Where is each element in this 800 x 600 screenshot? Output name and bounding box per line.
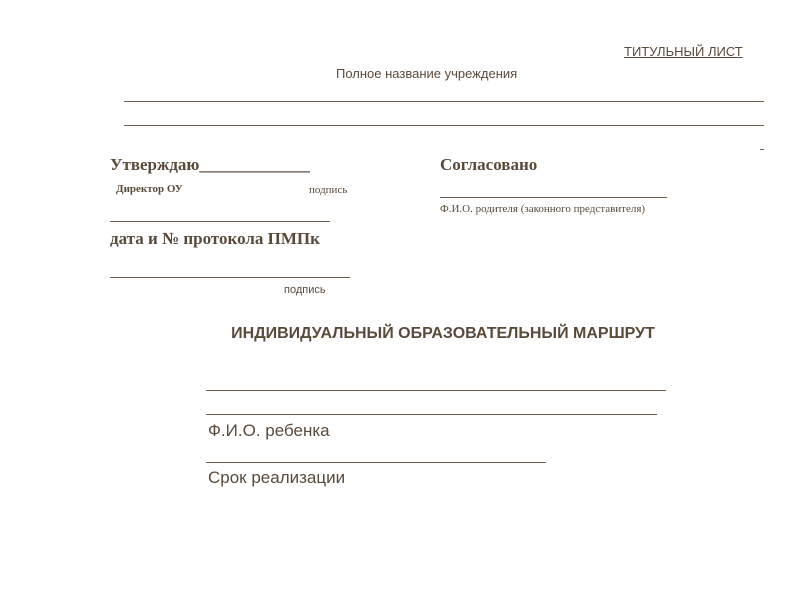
parent-signature-line	[440, 197, 667, 198]
agreed-label: Согласовано	[440, 155, 538, 174]
director-label: Директор ОУ	[116, 183, 183, 195]
protocol-label: дата и № протокола ПМПк	[110, 229, 320, 248]
approve-label: Утверждаю_____________	[110, 155, 310, 174]
term-label: Срок реализации	[208, 468, 346, 487]
route-line-1	[206, 390, 666, 391]
term-line	[206, 462, 546, 463]
parent-name-label: Ф.И.О. родителя (законного представителя)	[440, 203, 646, 215]
institution-line-1	[124, 101, 764, 102]
signature-label: подпись	[309, 184, 348, 196]
child-name-label: Ф.И.О. ребенка	[208, 421, 330, 440]
protocol-signature-line	[110, 277, 350, 278]
director-signature-line	[110, 221, 330, 222]
signature-label-2: подпись	[284, 284, 326, 296]
title-sheet-heading: ТИТУЛЬНЫЙ ЛИСТ	[624, 44, 743, 59]
institution-line-2	[124, 125, 764, 126]
route-title: ИНДИВИДУАЛЬНЫЙ ОБРАЗОВАТЕЛЬНЫЙ МАРШРУТ	[231, 325, 655, 342]
institution-name-label: Полное название учреждения	[336, 66, 518, 81]
institution-line-tick	[760, 149, 764, 150]
route-line-2	[206, 414, 657, 415]
